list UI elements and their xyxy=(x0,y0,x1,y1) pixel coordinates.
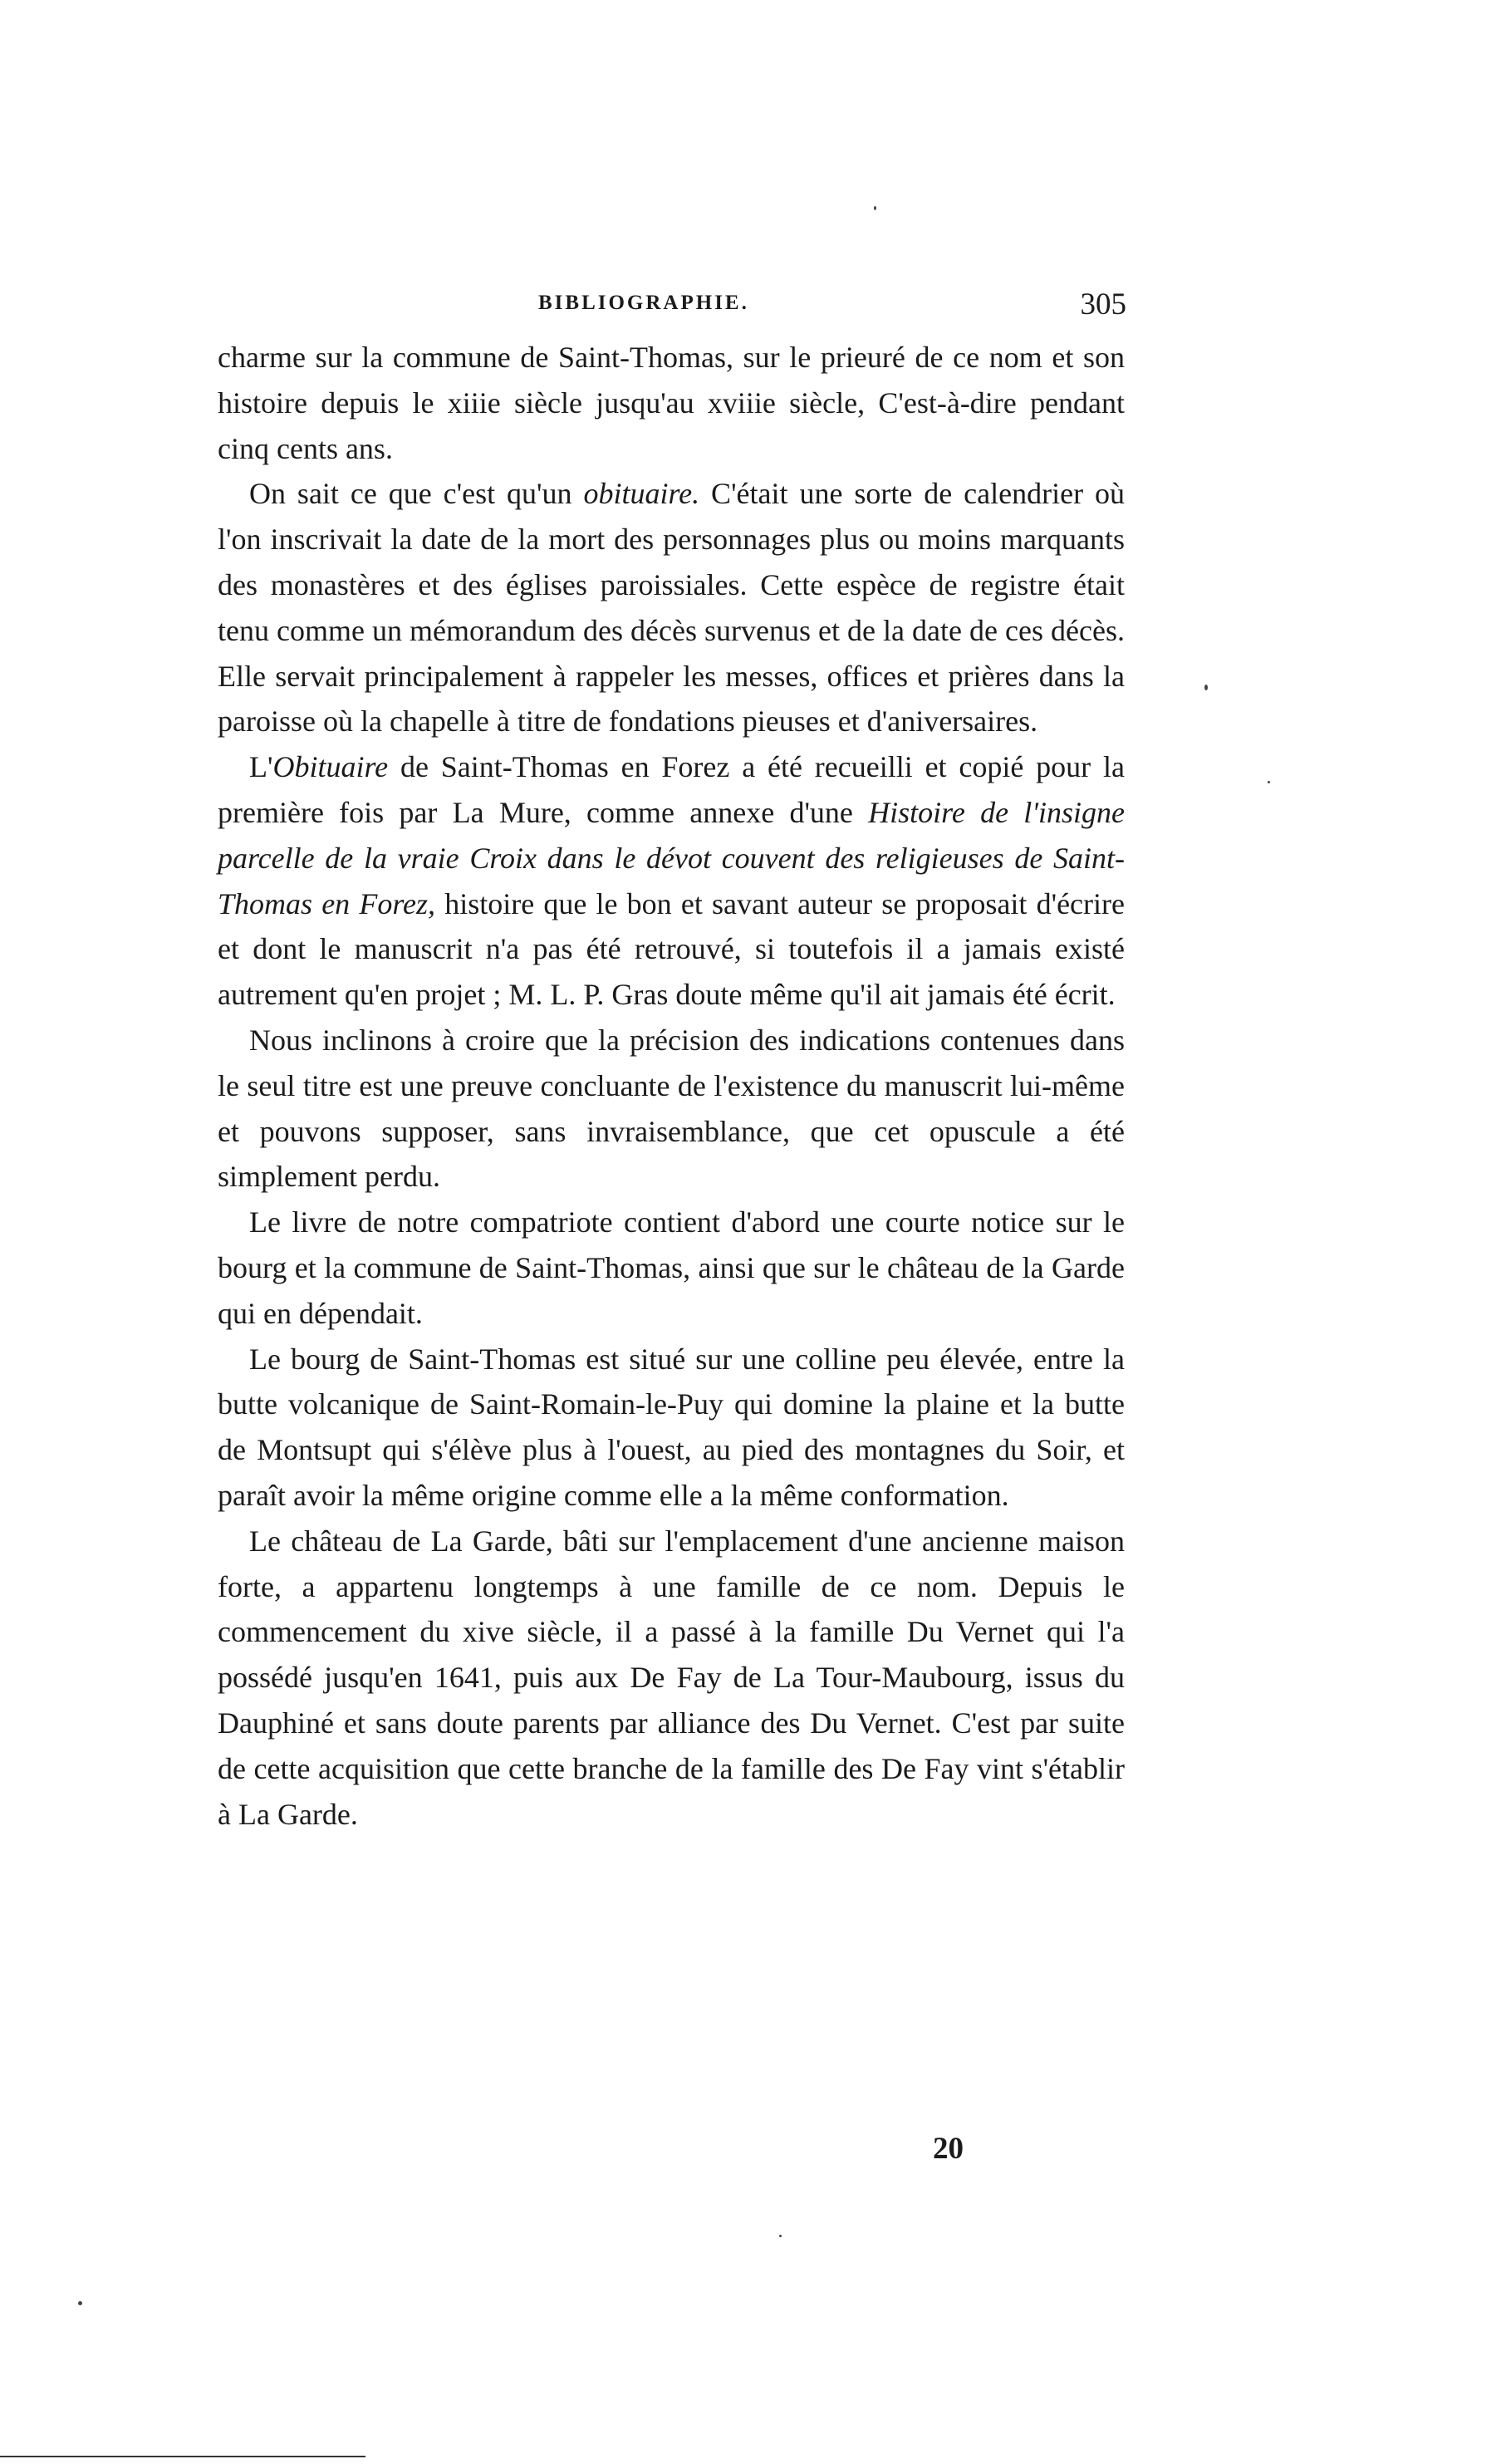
scan-speck xyxy=(78,2301,82,2305)
body-text xyxy=(218,335,1125,1837)
paragraph-2-italic: obituaire. xyxy=(583,477,700,511)
paragraph-2-pre: On sait ce que c'est qu'un xyxy=(249,477,584,511)
scan-speck xyxy=(779,2235,782,2237)
paragraph-5: Le livre de notre compatriote contient d'abord une courte notice sur le bourg et la commune de Saint-Thomas, ainsi que sur le château de la Garde qui en dépendait. xyxy=(218,1205,1125,1330)
paragraph-2 xyxy=(218,471,1125,744)
paragraph-3-italic: Obituaire xyxy=(272,750,389,784)
paragraph-4: Nous inclinons à croire que la précision des indications contenues dans le seul titre est une preuve concluante de l'existence du manuscrit lui-même et pouvons supposer, sans invraisemblance, que cet opuscule a été simplement perdu. xyxy=(218,1023,1125,1194)
scan-speck xyxy=(874,206,876,210)
paragraph-6: Le bourg de Saint-Thomas est situé sur une colline peu élevée, entre la butte volcanique de Saint-Romain-le-Puy qui domine la plaine et la butte de Montsupt qui s'élève plus à l'ouest, au pied des montagnes du Soir, et paraît avoir la même origine comme elle a la même conformation. xyxy=(218,1342,1125,1512)
paragraph-3-mid: de Saint-Thomas en Forez a été recueilli et copié pour la première fois par La Mure, comme annexe d'une xyxy=(218,750,1125,829)
scan-speck xyxy=(1268,781,1270,783)
scan-speck xyxy=(1204,685,1208,690)
running-title: BIBLIOGRAPHIE. xyxy=(538,292,749,314)
page-number: 305 xyxy=(1080,287,1126,321)
signature-mark: 20 xyxy=(933,2132,964,2166)
scan-edge-line xyxy=(0,2456,365,2457)
paragraph-7: Le château de La Garde, bâti sur l'emplacement d'une ancienne maison forte, a appartenu longtemps à une famille de ce nom. Depuis le commencement du xive siècle, il a passé à la famille Du Vernet qui l'a possédé jusqu'en 1641, puis aux De Fay de La Tour-Maubourg, issus du Dauphiné et sans doute parents par alliance des Du Vernet. C'est par suite de cette acquisition que cette branche de la famille des De Fay vint s'établir à La Garde. xyxy=(218,1524,1125,1831)
paragraph-3 xyxy=(218,744,1125,1018)
paragraph-3-post: histoire que le bon et savant auteur se proposait d'écrire et dont le manuscrit n'a pas été retrouvé, si toutefois il a jamais existé autrement qu'en projet ; M. L. P. Gras doute même qu'il ait jamais été écrit. xyxy=(218,886,1125,1012)
paragraph-2-post: C'était une sorte de calendrier où l'on inscrivait la date de la mort des personnages plus ou moins marquants des monastères et des églises paroissiales. Cette espèce de registre était tenu comme un mémorandum des décès survenus et de la date de ces décès. Elle servait principalement à rappeler les messes, offices et prières dans la paroisse où la chapelle à titre de fondations pieuses et d'aniversaires. xyxy=(218,477,1125,739)
paragraph-1: charme sur la commune de Saint-Thomas, sur le prieuré de ce nom et son histoire depuis le xiiie siècle jusqu'au xviiie siècle, C'est-à-dire pendant cinq cents ans. xyxy=(218,341,1125,465)
paragraph-3-pre: L' xyxy=(249,750,273,784)
paragraph-3-italic-title: Histoire de l'insigne parcelle de la vraie Croix dans le dévot couvent des religieuses de Saint-Thomas en Forez, xyxy=(218,795,1125,920)
running-head xyxy=(214,288,1126,330)
